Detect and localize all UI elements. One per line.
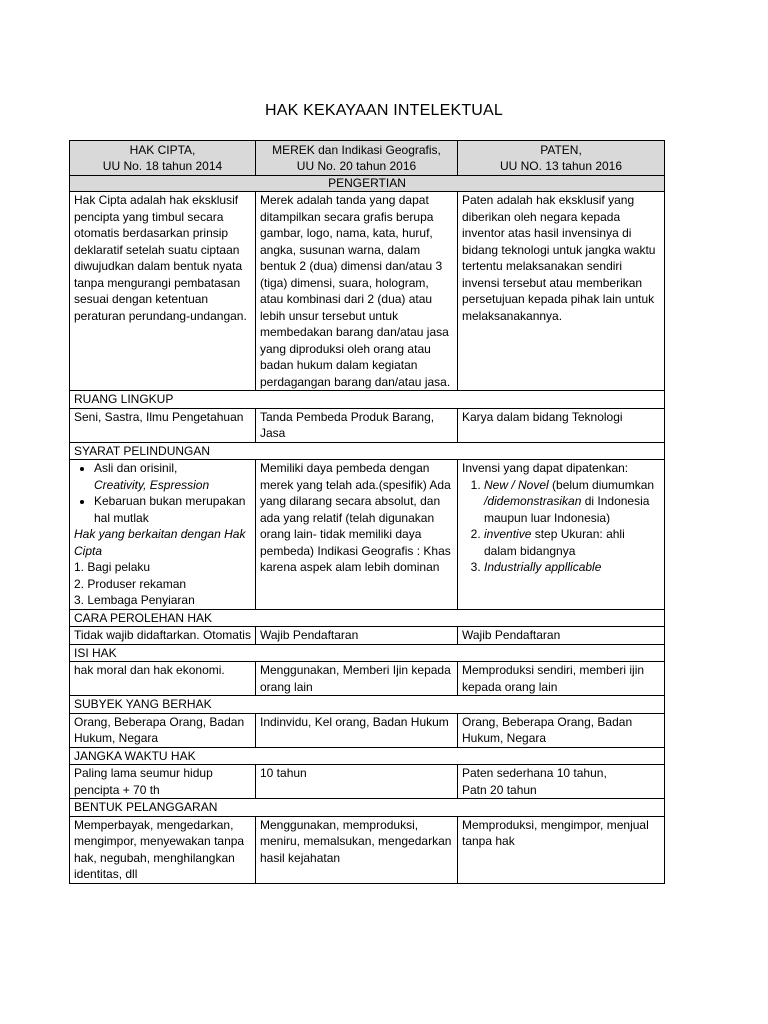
cell-hak-cipta: Hak Cipta adalah hak eksklusif pencipta yang timbul secara otomatis berdasarkan prinsip deklaratif setelah suatu ciptaan diwujudkan dalam bentuk nyata tanpa mengurangi pembatasan sesuai dengan ketentuan peraturan perundang-undangan. bbox=[70, 192, 256, 391]
table-row bbox=[70, 765, 665, 799]
list-item-subtext: Creativity, Espression bbox=[94, 477, 210, 492]
section-label: BENTUK PELANGGARAN bbox=[70, 799, 665, 817]
header-row bbox=[70, 141, 665, 176]
header-paten-title: PATEN, bbox=[540, 143, 582, 157]
cell-paten: Paten adalah hak eksklusif yang diberikan oleh negara kepada inventor atas hasil invensinya di bidang teknologi untuk jangka waktu tertentu melaksanakan sendiri invensi tersebut atau memberikan persetujuan kepada pihak lain untuk melaksanakannya. bbox=[458, 192, 665, 391]
section-label: CARA PEROLEHAN HAK bbox=[70, 609, 665, 627]
numbered-list bbox=[462, 477, 660, 576]
cell-paten: Karya dalam bidang Teknologi bbox=[458, 408, 665, 442]
cell-hak-cipta: Orang, Beberapa Orang, Badan Hukum, Negara bbox=[70, 713, 256, 747]
section-label: JANGKA WAKTU HAK bbox=[70, 747, 665, 765]
cell-merek: Indinvidu, Kel orang, Badan Hukum bbox=[256, 713, 458, 747]
cell-paten bbox=[458, 765, 665, 799]
list-item-term: inventive bbox=[484, 527, 532, 541]
list-item-term: /didemonstrasikan bbox=[484, 494, 582, 508]
list-item bbox=[484, 559, 660, 576]
cell-hak-cipta: Paling lama seumur hidup pencipta + 70 th bbox=[70, 765, 256, 799]
cell-hak-cipta: Tidak wajib didaftarkan. Otomatis bbox=[70, 627, 256, 645]
cell-merek: Menggunakan, Memberi Ijin kepada orang lain bbox=[256, 662, 458, 696]
related-rights-list bbox=[74, 559, 251, 609]
cell-hak-cipta: hak moral dan hak ekonomi. bbox=[70, 662, 256, 696]
list-item-text: di Indonesia maupun luar Indonesia) bbox=[484, 494, 650, 525]
table-row bbox=[70, 408, 665, 442]
header-hak-cipta-law: UU No. 18 tahun 2014 bbox=[102, 159, 223, 173]
header-merek-law: UU No. 20 tahun 2016 bbox=[296, 159, 417, 173]
cell-hak-cipta: Seni, Sastra, Ilmu Pengetahuan bbox=[70, 408, 256, 442]
list-item-text: Asli dan orisinil, bbox=[94, 461, 178, 475]
cell-paten bbox=[458, 460, 665, 610]
table-row bbox=[70, 627, 665, 645]
section-label: SYARAT PELINDUNGAN bbox=[70, 442, 665, 460]
table-row bbox=[70, 816, 665, 883]
table-row bbox=[70, 713, 665, 747]
header-paten bbox=[458, 141, 665, 176]
cell-paten: Memproduksi sendiri, memberi ijin kepada orang lain bbox=[458, 662, 665, 696]
cell-merek: Wajib Pendaftaran bbox=[256, 627, 458, 645]
list-item: 3. Lembaga Penyiaran bbox=[74, 593, 195, 607]
paten-duration-line: Patn 20 tahun bbox=[462, 782, 537, 797]
list-item bbox=[484, 477, 660, 527]
cell-merek: Merek adalah tanda yang dapat ditampilkan secara grafis berupa gambar, logo, nama, kata, huruf, angka, susunan warna, dalam bentuk 2 (dua) dimensi dan/atau 3 (tiga) dimensi, suara, hologram, atau kombinasi dari 2 (dua) atau lebih unsur tersebut untuk membedakan barang dan/atau jasa yang diproduksi oleh orang atau badan hukum dalam kegiatan perdagangan barang dan/atau jasa. bbox=[256, 192, 458, 391]
cell-paten: Orang, Beberapa Orang, Badan Hukum, Negara bbox=[458, 713, 665, 747]
section-isi-hak bbox=[70, 644, 665, 662]
cell-hak-cipta: Memperbayak, mengedarkan, mengimpor, menyewakan tanpa hak, negubah, menghilangkan identitas, dll bbox=[70, 816, 256, 883]
section-jangka-waktu bbox=[70, 747, 665, 765]
bullet-list bbox=[74, 460, 251, 526]
cell-merek: Tanda Pembeda Produk Barang, Jasa bbox=[256, 408, 458, 442]
list-item bbox=[484, 526, 660, 559]
table-row bbox=[70, 192, 665, 391]
table-row bbox=[70, 460, 665, 610]
cell-paten: Wajib Pendaftaran bbox=[458, 627, 665, 645]
list-item-text: step Ukuran: ahli dalam bidangnya bbox=[484, 527, 625, 558]
header-merek bbox=[256, 141, 458, 176]
section-bentuk-pelanggaran bbox=[70, 799, 665, 817]
section-label: RUANG LINGKUP bbox=[70, 391, 665, 409]
table-row bbox=[70, 662, 665, 696]
section-pengertian bbox=[70, 176, 665, 192]
section-label: PENGERTIAN bbox=[70, 176, 665, 192]
section-subyek bbox=[70, 696, 665, 714]
cell-merek: Memiliki daya pembeda dengan merek yang telah ada.(spesifik) Ada yang dilarang secara absolut, dan ada yang relatif (telah digunakan orang lain- tidak memiliki daya pembeda) Indikasi Geografis : Khas karena aspek alam lebih dominan bbox=[256, 460, 458, 610]
related-rights-heading: Hak yang berkaitan dengan Hak Cipta bbox=[74, 527, 246, 558]
list-item-term: Industrially appllicable bbox=[484, 560, 602, 574]
section-label: ISI HAK bbox=[70, 644, 665, 662]
paten-duration-line: Paten sederhana 10 tahun, bbox=[462, 766, 607, 780]
section-cara-perolehan bbox=[70, 609, 665, 627]
cell-merek: 10 tahun bbox=[256, 765, 458, 799]
page-title: HAK KEKAYAAN INTELEKTUAL bbox=[264, 102, 504, 119]
list-item: 2. Produser rekaman bbox=[74, 576, 187, 591]
hki-comparison-table bbox=[69, 140, 665, 884]
list-item: 1. Bagi pelaku bbox=[74, 560, 151, 574]
section-ruang-lingkup bbox=[70, 391, 665, 409]
list-item bbox=[94, 460, 251, 493]
list-item-term: New / Novel bbox=[484, 477, 549, 492]
header-merek-title: MEREK dan Indikasi Geografis, bbox=[272, 143, 441, 157]
patentable-heading: Invensi yang dapat dipatenkan: bbox=[462, 461, 629, 475]
section-syarat bbox=[70, 442, 665, 460]
header-hak-cipta-title: HAK CIPTA, bbox=[129, 143, 196, 157]
header-hak-cipta bbox=[70, 141, 256, 176]
cell-merek: Menggunakan, memproduksi, meniru, memalsukan, mengedarkan hasil kejahatan bbox=[256, 816, 458, 883]
section-label: SUBYEK YANG BERHAK bbox=[70, 696, 665, 714]
list-item-text: (belum diumumkan bbox=[548, 477, 655, 492]
header-paten-law: UU NO. 13 tahun 2016 bbox=[499, 159, 623, 173]
list-item: • Kebaruan bukan merupakan hal mutlak bbox=[94, 493, 251, 526]
cell-paten: Memproduksi, mengimpor, menjual tanpa hak bbox=[458, 816, 665, 883]
cell-hak-cipta bbox=[70, 460, 256, 610]
